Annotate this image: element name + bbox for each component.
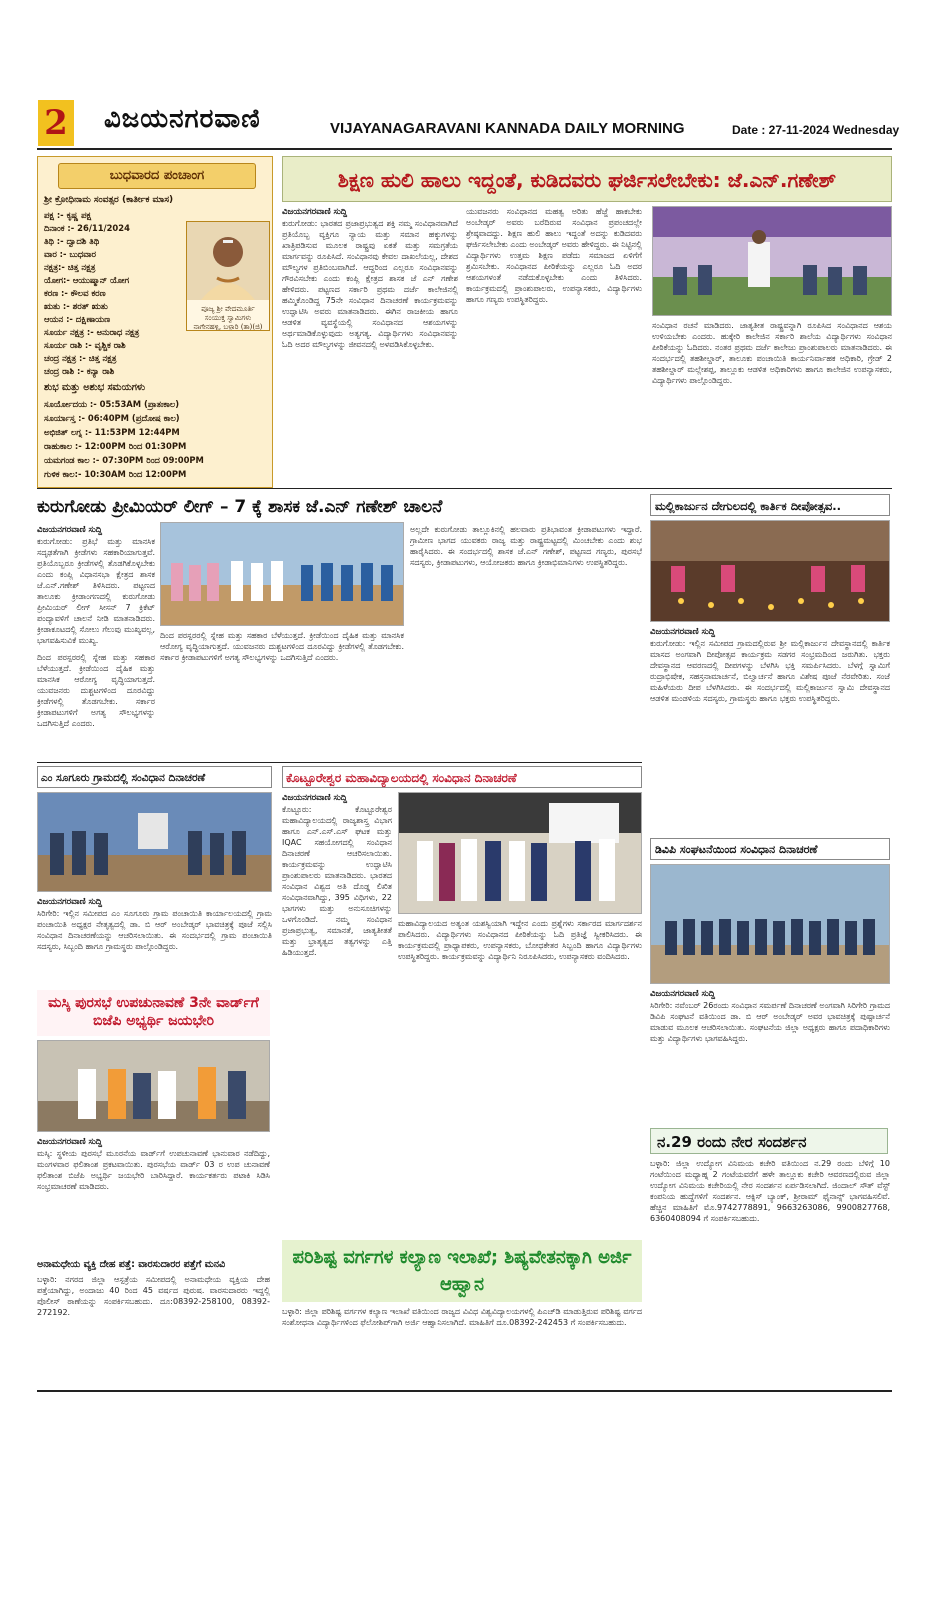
byline-dvp: ವಿಜಯನಗರವಾಣಿ ಸುದ್ದಿ (650, 989, 716, 999)
headline-kurugodu-league: ಕುರುಗೋಡು ಪ್ರೀಮಿಯರ್ ಲೀಗ್ – 7 ಕ್ಕೆ ಶಾಸಕ ಜೆ.ಎನ್ ಗಣೇಶ್ ಚಾಲನೆ (37, 497, 443, 517)
panchanga-line: ತಿಥಿ :- ದ್ವಾದಶಿ ತಿಥಿ (44, 236, 100, 246)
kottur-story-col1: ಕೊಟ್ಟೂರು: ಕೊಟ್ಟೂರೇಶ್ವರ ಮಹಾವಿದ್ಯಾಲಯದಲ್ಲಿ ರಾಜ್ಯಶಾಸ್ತ್ರ ವಿಭಾಗ ಹಾಗೂ ಎನ್.ಎಸ್.ಎಸ್ ಘಟಕ ಮತ್ತು IQAC ಸಹಯೋಗದಲ್ಲಿ ಸಂವಿಧಾನ ದಿನಾಚರಣೆ ಆಚರಿಸಲಾಯಿತು. ಕಾರ್ಯಕ್ರಮವನ್ನು ಉದ್ಘಾಟಿಸಿ ಪ್ರಾಂಶುಪಾಲರು ಮಾತನಾಡಿದರು. ಭಾರತದ ಸಂವಿಧಾನ ವಿಶ್ವದ ಅತಿ ದೊಡ್ಡ ಲಿಖಿತ ಸಂವಿಧಾನವಾಗಿದ್ದು, 395 ವಿಧಿಗಳು, 22 ಭಾಗಗಳು ಮತ್ತು ಅನುಸೂಚಿಗಳನ್ನು ಒಳಗೊಂಡಿದೆ. ನಮ್ಮ ಸಂವಿಧಾನ ಪ್ರಜಾಪ್ರಭುತ್ವ, ಸಮಾನತೆ, ಜಾತ್ಯತೀತತೆ ಮತ್ತು ಭ್ರಾತೃತ್ವದ ತತ್ವಗಳನ್ನು ಎತ್ತಿ ಹಿಡಿಯುತ್ತದೆ. (282, 805, 392, 957)
portrait-image (187, 222, 269, 300)
byline-sugur: ವಿಜಯನಗರವಾಣಿ ಸುದ್ದಿ (37, 897, 103, 907)
panchanga-line: ಋತು :- ಶರತ್ ಋತು (44, 301, 108, 311)
cricket-photo (161, 523, 404, 626)
panchanga-time: ಸೂರ್ಯಾಸ್ತ :- 06:40PM (ಪ್ರದೋಷ ಕಾಲ) (44, 413, 180, 423)
scholarship-story: ಬಳ್ಳಾರಿ: ಜಿಲ್ಲಾ ಪರಿಶಿಷ್ಟ ವರ್ಗಗಳ ಕಲ್ಯಾಣ ಇಲಾಖೆ ವತಿಯಿಂದ ರಾಜ್ಯದ ವಿವಿಧ ವಿಶ್ವವಿದ್ಯಾಲಯಗಳಲ್ಲಿ ಪಿಎಚ್‌ಡಿ ಮಾಡುತ್ತಿರುವ ಪರಿಶಿಷ್ಟ ವರ್ಗದ ಸಂಶೋಧನಾ ವಿದ್ಯಾರ್ಥಿಗಳಿಂದ ಫೆಲೋಶಿಪ್‌ಗಾಗಿ ಅರ್ಜಿ ಆಹ್ವಾನಿಸಲಾಗಿದೆ. ಮಾಹಿತಿಗೆ ದೂ.08392-242453 ಗೆ ಸಂಪರ್ಕಿಸಬಹುದು. (282, 1307, 642, 1327)
swamiji-portrait (186, 221, 270, 331)
panchanga-title: ಬುಧವಾರದ ಪಂಚಾಂಗ (58, 163, 256, 189)
masthead-date: Date : 27-11-2024 Wednesday (732, 123, 900, 137)
headline-mallikarjuna: ಮಲ್ಲಿಕಾರ್ಜುನ ದೇಗುಲದಲ್ಲಿ ಕಾರ್ತಿಕ ದೀಪೋತ್ಸವ.. (650, 494, 890, 516)
panchanga-line: ದಿನಾಂಕ :- 26/11/2024 (44, 223, 130, 233)
interview-story: ಬಳ್ಳಾರಿ: ಜಿಲ್ಲಾ ಉದ್ಯೋಗ ವಿನಿಮಯ ಕಚೇರಿ ವತಿಯಿಂದ ನ.29 ರಂದು ಬೆಳಿಗ್ಗೆ 10 ಗಂಟೆಯಿಂದ ಮಧ್ಯಾಹ್ನ 2 ಗಂಟೆಯವರೆಗೆ ಹಳೇ ತಾಲ್ಲೂಕು ಕಚೇರಿ ಆವರಣದಲ್ಲಿರುವ ಜಿಲ್ಲಾ ಉದ್ಯೋಗ ವಿನಿಮಯ ಕಚೇರಿಯಲ್ಲಿ ನೇರ ಸಂದರ್ಶನ ಏರ್ಪಡಿಸಲಾಗಿದೆ. ಜಿಂದಾಲ್ ಸೌತ್ ವೆಸ್ಟ್ ಕಂಪನಿಯ ಹುದ್ದೆಗಳಿಗೆ ಸಂದರ್ಶನ. ಆಕ್ಸಿಸ್ ಬ್ಯಾಂಕ್, ಶ್ರೀರಾಮ್ ಫೈನಾನ್ಸ್ ಭಾಗವಹಿಸಲಿವೆ. ಹೆಚ್ಚಿನ ಮಾಹಿತಿಗೆ ಮೊ.9742778891, 9663263086, 9900827768, 6360408094 ಗೆ ಸಂಪರ್ಕಿಸಬಹುದು. (650, 1159, 890, 1223)
dvp-photo (650, 864, 890, 984)
masthead-rule (37, 148, 892, 150)
panchanga-line: ಆಯನ :- ದಕ್ಷಿಣಾಯಣ (44, 314, 111, 324)
maski-story: ಮಸ್ಕಿ: ಸ್ಥಳೀಯ ಪುರಸಭೆ ಮೂರನೆಯ ವಾರ್ಡ್‌ಗೆ ಉಪಚುನಾವಣೆ ಭಾನುವಾರ ನಡೆದಿದ್ದು, ಮಂಗಳವಾರ ಫಲಿತಾಂಶ ಪ್ರಕಟವಾಯಿತು. ಪುರಸಭೆಯ ವಾರ್ಡ್ 03 ರ ಉಪ ಚುನಾವಣೆ ಫಲಿತಾಂಶ ಬಿಜೆಪಿ ಅಭ್ಯರ್ಥಿ ಜಯಭೇರಿ ಬಾರಿಸಿದ್ದಾರೆ. ಕಾರ್ಯಕರ್ತರು ಪಟಾಕಿ ಸಿಡಿಸಿ ಸಂಭ್ರಮಾಚರಣೆ ಮಾಡಿದರು. (37, 1149, 270, 1191)
unidentified-body-story: ಬಳ್ಳಾರಿ: ನಗರದ ಜಿಲ್ಲಾ ಆಸ್ಪತ್ರೆಯ ಸಮೀಪದಲ್ಲಿ ಅನಾಮಧೇಯ ವ್ಯಕ್ತಿಯ ದೇಹ ಪತ್ತೆಯಾಗಿದ್ದು, ಅಂದಾಜು 40 ರಿಂದ 45 ವರ್ಷದ ಪುರುಷ. ವಾರಸುದಾರರು ಇದ್ದಲ್ಲಿ ಪೊಲೀಸ್ ಠಾಣೆಯನ್ನು ಸಂಪರ್ಕಿಸಬಹುದು. ದೂ:08392-258100, 08392-272192. (37, 1275, 270, 1317)
headline-maski: ಮಸ್ಕಿ ಪುರಸಭೆ ಉಪಚುನಾವಣೆ 3ನೇ ವಾರ್ಡ್‌ಗೆ ಬಿಜೆಪಿ ಅಭ್ಯರ್ಥಿ ಜಯಭೇರಿ (37, 990, 270, 1036)
kottur-story-col2: ಮಹಾವಿದ್ಯಾಲಯದ ಅತ್ಯಂತ ಯಶಸ್ವಿಯಾಗಿ ಇದ್ದೇನ ಎಂದು ಪ್ರಶ್ನೆಗಳು ಸರ್ಕಾರದ ಮಾರ್ಗದರ್ಶನ ಪಾಲಿಸಿದರು. ವಿದ್ಯಾರ್ಥಿಗಳು ಸಂವಿಧಾನದ ಪೀಠಿಕೆಯನ್ನು ಓದಿ ಪ್ರತಿಜ್ಞೆ ಸ್ವೀಕರಿಸಿದರು. ಈ ಕಾರ್ಯಕ್ರಮದಲ್ಲಿ ಪ್ರಾಧ್ಯಾಪಕರು, ಉಪನ್ಯಾಸಕರು, ಬೋಧಕೇತರ ಸಿಬ್ಬಂದಿ ಹಾಗೂ ವಿದ್ಯಾರ್ಥಿಗಳು ಉಪಸ್ಥಿತರಿದ್ದರು. ಕಾರ್ಯಕ್ರಮವನ್ನು ವಿದ್ಯಾರ್ಥಿನಿ ನಿರೂಪಿಸಿದರು, ಉಪನ್ಯಾಸಕರು ವಂದಿಸಿದರು. (398, 919, 642, 961)
ceremony-photo (653, 207, 892, 316)
byline-mallikarjuna: ವಿಜಯನಗರವಾಣಿ ಸುದ್ದಿ (650, 627, 716, 637)
page-bottom-rule (37, 1390, 892, 1392)
headline-dvp: ಡಿವಿಪಿ ಸಂಘಟನೆಯಿಂದ ಸಂವಿಧಾನ ದಿನಾಚರಣೆ (650, 838, 890, 860)
main-story-photo (652, 206, 892, 316)
panchanga-time: ಗುಳಿಕ ಕಾಲ:- 10:30AM ರಿಂದ 12:00PM (44, 469, 187, 479)
panchanga-time: ಸೂರ್ಯೋದಯ :- 05:53AM (ಪ್ರಾತಃಕಾಲ) (44, 399, 180, 409)
maski-photo (37, 1040, 270, 1132)
main-story-col2: ಯುವಜನರು ಸಂವಿಧಾನದ ಮಹತ್ವ ಅರಿತು ಹೆಜ್ಜೆ ಹಾಕಬೇಕು ಅಂಬೇಡ್ಕರ್ ಅವರು ಬರೆದಿರುವ ಸಂವಿಧಾನ ಪ್ರಪಂಚದಲ್ಲೇ ಶ್ರೇಷ್ಠವಾದದ್ದು. ಶಿಕ್ಷಣ ಹುಲಿ ಹಾಲು ಇದ್ದಂತೆ ಅದನ್ನು ಕುಡಿದವರು ಘರ್ಜಿಸಲೇಬೇಕು ಎಂದು ಅಂಬೇಡ್ಕರ್ ಅವರು ಹೇಳಿದ್ದರು. ಈ ನಿಟ್ಟಿನಲ್ಲಿ ವಿದ್ಯಾರ್ಥಿಗಳು ಉತ್ತಮ ಶಿಕ್ಷಣ ಪಡೆದು ಸಮಾಜದ ಏಳಿಗೆಗೆ ಶ್ರಮಿಸಬೇಕು. ಸಂವಿಧಾನದ ಪೀಠಿಕೆಯನ್ನು ಎಲ್ಲರೂ ಓದಿ ಅದರ ಆಶಯಗಳಂತೆ ನಡೆದುಕೊಳ್ಳಬೇಕು ಎಂದು ತಿಳಿಸಿದರು. ಕಾರ್ಯಕ್ರಮದಲ್ಲಿ ಪ್ರಾಂಶುಪಾಲರು, ಉಪನ್ಯಾಸಕರು, ವಿದ್ಯಾರ್ಥಿಗಳು ಹಾಗೂ ಗಣ್ಯರು ಉಪಸ್ಥಿತರಿದ್ದರು. (466, 207, 642, 304)
cricket-team-photo (160, 522, 404, 626)
panchanga-line: ಯೋಗ:- ಆಯುಷ್ಮಾನ್ ಯೋಗ (44, 275, 129, 285)
headline-interview: ನ.29 ರಂದು ನೇರ ಸಂದರ್ಶನ (650, 1128, 888, 1154)
headline-kottur: ಕೊಟ್ಟೂರೇಶ್ವರ ಮಹಾವಿದ್ಯಾಲಯದಲ್ಲಿ ಸಂವಿಧಾನ ದಿನಾಚರಣೆ (282, 766, 642, 788)
sugur-photo (37, 792, 272, 892)
byline-main: ವಿಜಯನಗರವಾಣಿ ಸುದ್ದಿ (282, 207, 348, 217)
page-number: 2 (38, 100, 74, 146)
main-story-col3: ಸಂವಿಧಾನ ರಚನೆ ಮಾಡಿದರು. ಜಾತ್ಯತೀತ ರಾಷ್ಟ್ರವನ್ನಾಗಿ ರೂಪಿಸಿದ ಸಂವಿಧಾನದ ಆಶಯ ಉಳಿಯಬೇಕು ಎಂದರು. ಹುಕ್ಕೇರಿ ಕಾಲೇಜಿನ ಸರ್ಕಾರಿ ಶಾಲೆಯ ವಿದ್ಯಾರ್ಥಿಗಳು ಸಂವಿಧಾನ ಪೀಠಿಕೆಯನ್ನು ಓದಿದರು. ನಂತರ ಪ್ರಥಮ ದರ್ಜೆ ಕಾಲೇಜು ಪ್ರಾಂಶುಪಾಲರು ಮಾತನಾಡಿದರು. ಈ ಸಂದರ್ಭದಲ್ಲಿ ತಹಶೀಲ್ದಾರ್, ತಾಲೂಕು ಪಂಚಾಯಿತಿ ಕಾರ್ಯನಿರ್ವಾಹಕ ಅಧಿಕಾರಿ, ಗ್ರೇಡ್ 2 ತಹಶೀಲ್ದಾರ್ ಮಲ್ಲೇಶಪ್ಪ, ತಾಲ್ಲೂಕು ಆಡಳಿತ ಅಧಿಕಾರಿಗಳು ಹಾಗೂ ಕಾಲೇಜಿನ ಉಪನ್ಯಾಸಕರು, ವಿದ್ಯಾರ್ಥಿಗಳು ಪಾಲ್ಗೊಂಡಿದ್ದರು. (652, 321, 892, 385)
panchanga-line: ಶ್ರೀ ಕ್ರೋಧಿನಾಮ ಸಂವತ್ಸರ (ಕಾರ್ತೀಕ ಮಾಸ) (44, 195, 174, 205)
panchanga-time: ಯಮಗಂಡ ಕಾಲ :- 07:30PM ರಿಂದ 09:00PM (44, 455, 204, 465)
panchanga-line: ಚಂದ್ರ ನಕ್ಷತ್ರ :- ಚಿತ್ತ ನಕ್ಷತ್ರ (44, 353, 117, 363)
panchanga-line: ವಾರ :- ಬುಧವಾರ (44, 249, 96, 259)
panchanga-time: ರಾಹುಕಾಲ :- 12:00PM ರಿಂದ 01:30PM (44, 441, 187, 451)
panchanga-line: ಕರಣ :- ಕೌಲವ ಕರಣ (44, 288, 106, 298)
temple-lamps-photo (651, 521, 890, 622)
headline-sugur: ಎಂ ಸೂಗೂರು ಗ್ರಾಮದಲ್ಲಿ ಸಂವಿಧಾನ ದಿನಾಚರಣೆ (37, 766, 272, 788)
panchanga-line: ಸೂರ್ಯ ನಕ್ಷತ್ರ :- ಅನುರಾಧ ನಕ್ಷತ್ರ (44, 327, 140, 337)
brand-english-title: VIJAYANAGARAVANI KANNADA DAILY MORNING (330, 120, 685, 137)
portrait-caption: ಪೂಜ್ಯ ಶ್ರೀ ವೇದಮೂರ್ತಿ ಸಂಯುಕ್ತ ಸ್ವಾಮಿಗಳು ನಾಗೇನಹಳ್ಳಿ, ಬಳ್ಳಾರಿ (ತಾ)(ಜಿ) (193, 305, 263, 331)
panchanga-line: ಸೂರ್ಯ ರಾಶಿ :- ವೃಶ್ಚಿಕ ರಾಶಿ (44, 340, 126, 350)
section-divider (37, 762, 642, 763)
section-divider (37, 488, 892, 489)
kuru-story-col2: ಅಲ್ಲದೇ ಕುರುಗೋಡು ತಾಲ್ಲೂಕಿನಲ್ಲಿ ಹಲವಾರು ಪ್ರತಿಭಾವಂತ ಕ್ರೀಡಾಪಟುಗಳು ಇದ್ದಾರೆ. ಗ್ರಾಮೀಣ ಭಾಗದ ಯುವಕರು ರಾಜ್ಯ ಮತ್ತು ರಾಷ್ಟ್ರಮಟ್ಟದಲ್ಲಿ ಮಿಂಚಬೇಕು ಎಂದು ಶುಭ ಹಾರೈಸಿದರು. ಈ ಸಂದರ್ಭದಲ್ಲಿ ಶಾಸಕ ಜೆ.ಎನ್ ಗಣೇಶ್, ಪಟ್ಟಣದ ಗಣ್ಯರು, ಪುರಸಭೆ ಸದಸ್ಯರು, ಕ್ರೀಡಾಪಟುಗಳು, ಆಯೋಜಕರು ಹಾಗೂ ಕ್ರೀಡಾಭಿಮಾನಿಗಳು ಉಪಸ್ಥಿತರಿದ್ದರು. (410, 525, 642, 567)
brand-kannada-logo: ವಿಜಯನಗರವಾಣಿ (104, 104, 261, 134)
panchanga-box (37, 156, 273, 488)
sugur-story: ಸಿರಿಗೇರಿ: ಇಲ್ಲಿನ ಸಮೀಪದ ಎಂ ಸೂಗೂರು ಗ್ರಾಮ ಪಂಚಾಯಿತಿ ಕಾರ್ಯಾಲಯದಲ್ಲಿ ಗ್ರಾಮ ಪಂಚಾಯಿತಿ ಅಧ್ಯಕ್ಷರ ನೇತೃತ್ವದಲ್ಲಿ ಡಾ. ಬಿ ಆರ್ ಅಂಬೇಡ್ಕರ್ ಭಾವಚಿತ್ರಕ್ಕೆ ಪೂಜೆ ಸಲ್ಲಿಸಿ ಸಂವಿಧಾನ ದಿನಾಚರಣೆಯನ್ನು ಆಚರಿಸಲಾಯಿತು. ಈ ಸಂದರ್ಭದಲ್ಲಿ ಗ್ರಾಮ ಪಂಚಾಯಿತಿ ಸದಸ್ಯರು, ಸಿಬ್ಬಂದಿ ಹಾಗೂ ಗ್ರಾಮಸ್ಥರು ಪಾಲ್ಗೊಂಡಿದ್ದರು. (37, 909, 272, 951)
dvp-story: ಸಿರಿಗೇರಿ: ನವೆಂಬರ್ 26ರಂದು ಸಂವಿಧಾನ ಸಮರ್ಪಣೆ ದಿನಾಚರಣೆ ಅಂಗವಾಗಿ ಸಿರಿಗೇರಿ ಗ್ರಾಮದ ಡಿವಿಪಿ ಸಂಘಟನೆ ವತಿಯಿಂದ ಡಾ. ಬಿ ಆರ್ ಅಂಬೇಡ್ಕರ್ ಅವರ ಭಾವಚಿತ್ರಕ್ಕೆ ಪುಷ್ಪಾರ್ಚನೆ ಮಾಡುವ ಮೂಲಕ ಆಚರಿಸಲಾಯಿತು. ಸಂಘಟನೆಯ ಜಿಲ್ಲಾ ಅಧ್ಯಕ್ಷರು ಹಾಗೂ ಪದಾಧಿಕಾರಿಗಳು ಮತ್ತು ವಿದ್ಯಾರ್ಥಿಗಳು ಭಾಗವಹಿಸಿದ್ದರು. (650, 1001, 890, 1043)
panchanga-line: ನಕ್ಷತ್ರ:- ಚಿತ್ತ ನಕ್ಷತ್ರ (44, 262, 96, 272)
kuru-story-below: ದಿಂದ ಪರಸ್ಪರರಲ್ಲಿ ಸ್ನೇಹ ಮತ್ತು ಸಹಕಾರ ಬೆಳೆಯುತ್ತದೆ. ಕ್ರೀಡೆಯಿಂದ ದೈಹಿಕ ಮತ್ತು ಮಾನಸಿಕ ಆರೋಗ್ಯ ವೃದ್ಧಿಯಾಗುತ್ತದೆ. ಯುವಜನರು ದುಶ್ಚಟಗಳಿಂದ ದೂರವಿದ್ದು ಕ್ರೀಡೆಗಳಲ್ಲಿ ತೊಡಗಬೇಕು. ಸರ್ಕಾರ ಕ್ರೀಡಾಪಟುಗಳಿಗೆ ಅಗತ್ಯ ಸೌಲಭ್ಯಗಳನ್ನು ಒದಗಿಸುತ್ತಿದೆ ಎಂದರು. (160, 631, 404, 662)
election-win-photo (38, 1041, 270, 1132)
students-group-photo (651, 865, 890, 984)
panchanga-line: ಪಕ್ಷ :- ಕೃಷ್ಣ ಪಕ್ಷ (44, 210, 92, 220)
kuru-story-col1: ಕುರುಗೋಡು: ಪ್ರತಿಭೆ ಮತ್ತು ಮಾನಸಿಕ ಸದೃಢತೆಗಾಗಿ ಕ್ರೀಡೆಗಳು ಸಹಕಾರಿಯಾಗುತ್ತವೆ. ಪ್ರತಿಯೊಬ್ಬರೂ ಕ್ರೀಡೆಗಳಲ್ಲಿ ತೊಡಗಿಕೊಳ್ಳಬೇಕು ಎಂದು ಕಂಪ್ಲಿ ವಿಧಾನಸಭಾ ಕ್ಷೇತ್ರದ ಶಾಸಕ ಜೆ.ಎನ್.ಗಣೇಶ್ ತಿಳಿಸಿದರು. ಪಟ್ಟಣದ ತಾಲೂಕು ಕ್ರೀಡಾಂಗಣದಲ್ಲಿ ಕುರುಗೋಡು ಪ್ರೀಮಿಯರ್ ಲೀಗ್ ಸೀಸನ್ 7 ಕ್ರಿಕೆಟ್ ಪಂದ್ಯಾವಳಿಗೆ ಚಾಲನೆ ನೀಡಿ ಮಾತನಾಡಿದರು. ಕ್ರೀಡಾಕೂಟದಲ್ಲಿ ಸೋಲು ಗೆಲುವು ಮುಖ್ಯವಲ್ಲ, ಭಾಗವಹಿಸುವಿಕೆ ಮುಖ್ಯ. (37, 537, 155, 645)
panchanga-line: ಚಂದ್ರ ರಾಶಿ :- ಕನ್ಯಾ ರಾಶಿ (44, 366, 115, 376)
headline-main: ಶಿಕ್ಷಣ ಹುಲಿ ಹಾಲು ಇದ್ದಂತೆ, ಕುಡಿದವರು ಘರ್ಜಿಸಲೇಬೇಕು: ಜೆ.ಎನ್.ಗಣೇಶ್ (282, 156, 892, 202)
panchanga-time: ಅಭಿಜಿತ್ ಲಗ್ನ :- 11:53PM 12:44PM (44, 427, 180, 437)
panchanga-subtitle: ಶುಭ ಮತ್ತು ಅಶುಭ ಸಮಯಗಳು (44, 382, 146, 393)
deepotsava-photo (650, 520, 890, 622)
mallikarjuna-story: ಕುರುಗೋಡು: ಇಲ್ಲಿನ ಸಮೀಪದ ಗ್ರಾಮದಲ್ಲಿರುವ ಶ್ರೀ ಮಲ್ಲಿಕಾರ್ಜುನ ದೇವಸ್ಥಾನದಲ್ಲಿ ಕಾರ್ತಿಕ ಮಾಸದ ಅಂಗವಾಗಿ ದೀಪೋತ್ಸವ ಕಾರ್ಯಕ್ರಮ ಸಡಗರ ಸಂಭ್ರಮದಿಂದ ಜರುಗಿತು. ಭಕ್ತರು ದೇವಸ್ಥಾನದ ಆವರಣದಲ್ಲಿ ದೀಪಗಳನ್ನು ಬೆಳಗಿಸಿ ಭಕ್ತಿ ಸಮರ್ಪಿಸಿದರು. ಬೆಳಗ್ಗೆ ಸ್ವಾಮಿಗೆ ರುದ್ರಾಭಿಷೇಕ, ಸಹಸ್ರನಾಮಾರ್ಚನೆ, ಬಿಲ್ವಾರ್ಚನೆ ಹಾಗೂ ವಿಶೇಷ ಪೂಜೆ ನೆರವೇರಿತು. ಸಂಜೆ ಮಹಿಳೆಯರು ದೀಪ ಬೆಳಗಿಸಿದರು. ಈ ಸಂದರ್ಭದಲ್ಲಿ ಮಲ್ಲಿಕಾರ್ಜುನ ಸ್ವಾಮಿ ದೇವಸ್ಥಾನದ ಆಡಳಿತ ಮಂಡಳಿಯ ಸದಸ್ಯರು, ಗ್ರಾಮಸ್ಥರು ಹಾಗೂ ಭಕ್ತರು ಉಪಸ್ಥಿತರಿದ್ದರು. (650, 639, 890, 703)
headline-unidentified-body: ಅನಾಮಧೇಯ ವ್ಯಕ್ತಿ ದೇಹ ಪತ್ತೆ: ವಾರಸುದಾರರ ಪತ್ತೆಗೆ ಮನವಿ (37, 1259, 226, 1270)
byline-kurugodu: ವಿಜಯನಗರವಾಣಿ ಸುದ್ದಿ (37, 525, 103, 535)
kuru-story-col1b: ದಿಂದ ಪರಸ್ಪರರಲ್ಲಿ ಸ್ನೇಹ ಮತ್ತು ಸಹಕಾರ ಬೆಳೆಯುತ್ತದೆ. ಕ್ರೀಡೆಯಿಂದ ದೈಹಿಕ ಮತ್ತು ಮಾನಸಿಕ ಆರೋಗ್ಯ ವೃದ್ಧಿಯಾಗುತ್ತದೆ. ಯುವಜನರು ದುಶ್ಚಟಗಳಿಂದ ದೂರವಿದ್ದು ಕ್ರೀಡೆಗಳಲ್ಲಿ ತೊಡಗಬೇಕು. ಸರ್ಕಾರ ಕ್ರೀಡಾಪಟುಗಳಿಗೆ ಅಗತ್ಯ ಸೌಲಭ್ಯಗಳನ್ನು ಒದಗಿಸುತ್ತಿದೆ ಎಂದರು. (37, 653, 155, 728)
byline-kottur: ವಿಜಯನಗರವಾಣಿ ಸುದ್ದಿ (282, 793, 348, 803)
college-event-photo (399, 793, 642, 914)
constitution-day-photo (38, 793, 272, 892)
headline-scholarship: ಪರಿಶಿಷ್ಟ ವರ್ಗಗಳ ಕಲ್ಯಾಣ ಇಲಾಖೆ; ಶಿಷ್ಯವೇತನಕ್ಕಾಗಿ ಅರ್ಜಿ ಆಹ್ವಾನ (282, 1240, 642, 1302)
kottur-photo (398, 792, 642, 914)
main-story-col1: ಕುರುಗೋಡು: ಭಾರತದ ಪ್ರಜಾಪ್ರಭುತ್ವದ ಶಕ್ತಿ ನಮ್ಮ ಸಂವಿಧಾನವಾಗಿದೆ ಪ್ರತಿಯೊಬ್ಬ ವ್ಯಕ್ತಿಗೂ ನ್ಯಾಯ ಮತ್ತು ಸಮಾನ ಹಕ್ಕುಗಳನ್ನು ಖಾತ್ರಿಪಡಿಸುವ ಮೂಲಕ ರಾಷ್ಟ್ರವು ಏಕತೆ ಮತ್ತು ಸಮಗ್ರತೆಯ ಮಾರ್ಗವನ್ನು ರೂಪಿಸಿದೆ. ಸಂವಿಧಾನವು ಕೇವಲ ದಾಖಲೆಯಲ್ಲ, ದೇಶದ ಮೌಲ್ಯಗಳ ಪ್ರತಿಬಿಂಬವಾಗಿದೆ. ಆದ್ದರಿಂದ ಎಲ್ಲರೂ ಸಂವಿಧಾನವನ್ನು ಗೌರವಿಸಬೇಕು ಎಂದು ಕಂಪ್ಲಿ ಕ್ಷೇತ್ರದ ಶಾಸಕ ಜೆ ಎನ್ ಗಣೇಶ ಹೇಳಿದರು. ಪಟ್ಟಣದ ಸರ್ಕಾರಿ ಪ್ರಥಮ ದರ್ಜೆ ಕಾಲೇಜಿನಲ್ಲಿ ಹಮ್ಮಿಕೊಂಡಿದ್ದ 75ನೇ ಸಂವಿಧಾನ ದಿನಾಚರಣೆ ಕಾರ್ಯಕ್ರಮವನ್ನು ಉದ್ಘಾಟಿಸಿ ಅವರು ಮಾತನಾಡಿದರು. ಈಗಿನ ರಾಜಕೀಯ ಹಾಗೂ ಆಡಳಿತ ವ್ಯವಸ್ಥೆಯಲ್ಲಿ ಸಂವಿಧಾನದ ಆಶಯಗಳನ್ನು ಅರ್ಥಮಾಡಿಕೊಳ್ಳುವುದು ಅತ್ಯಗತ್ಯ. ವಿದ್ಯಾರ್ಥಿಗಳು ಸಂವಿಧಾನವನ್ನು ಓದಿ ಅದರ ಮೌಲ್ಯಗಳನ್ನು ಜೀವನದಲ್ಲಿ ಅಳವಡಿಸಿಕೊಳ್ಳಬೇಕು. (282, 219, 458, 349)
byline-maski: ವಿಜಯನಗರವಾಣಿ ಸುದ್ದಿ (37, 1137, 103, 1147)
